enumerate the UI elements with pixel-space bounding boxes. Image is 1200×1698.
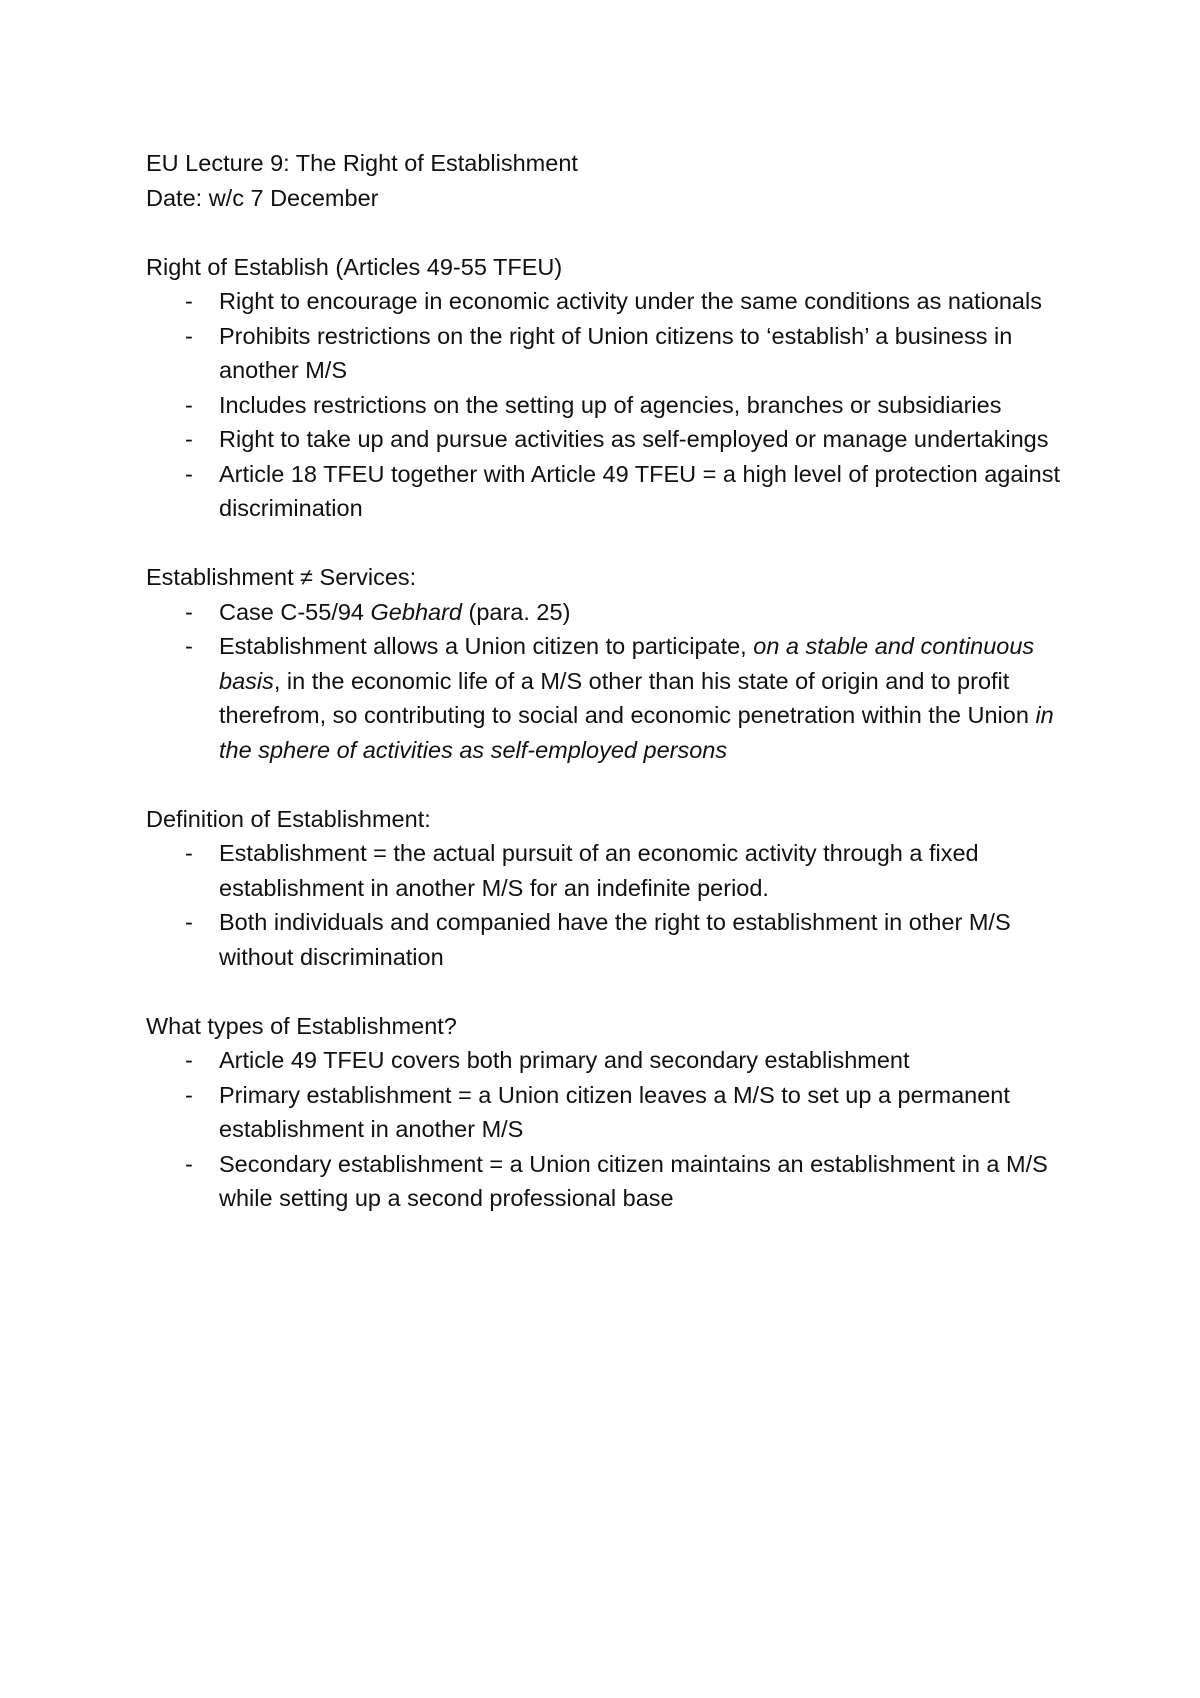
spacer (146, 767, 1081, 802)
list-item-text: Right to take up and pursue activities as self-employed or manage undertakings (219, 426, 1049, 452)
bullet-list-definition (146, 836, 1081, 974)
list-item (146, 422, 1081, 457)
text-segment: , in the economic life of a M/S other than his state of origin and to profit therefrom, so contributing to social and economic penetration within the Union (219, 667, 1036, 728)
bullet-dash: - (185, 1047, 193, 1073)
case-reference: Case C-55/94 (219, 598, 371, 625)
emphasis-segment: in the sphere of activities as self-employed persons (219, 702, 1054, 763)
bullet-dash: - (185, 840, 193, 866)
section-heading-establishment-vs-services: Establishment ≠ Services: (146, 564, 417, 590)
paragraph-reference: (para. 25) (461, 598, 571, 625)
list-item-text: Secondary establishment = a Union citizen maintains an establishment in a M/S while setting up a second professional base (219, 1150, 1048, 1211)
section-heading-right-of-establishment: Right of Establish (Articles 49-55 TFEU) (146, 253, 563, 280)
list-item (146, 595, 1081, 630)
list-item-text: Prohibits restrictions on the right of Union citizens to ‘establish’ a business in another M/S (219, 322, 1013, 383)
list-item-text: Right to encourage in economic activity under the same conditions as nationals (219, 288, 1042, 314)
list-item-text: Primary establishment = a Union citizen leaves a M/S to set up a permanent establishment in another M/S (219, 1081, 1010, 1142)
document-date: Date: w/c 7 December (146, 184, 379, 211)
list-item-text: Article 18 TFEU together with Article 49 TFEU = a high level of protection against discrimination (219, 460, 1060, 521)
list-item (146, 284, 1081, 319)
text-segment: Establishment allows a Union citizen to participate, (219, 633, 754, 659)
spacer (146, 215, 1081, 250)
bullet-dash: - (185, 598, 193, 625)
list-item-text: Establishment = the actual pursuit of an economic activity through a fixed establishment in another M/S for an indefinite period. (219, 840, 979, 901)
section-heading-types: What types of Establishment? (146, 1012, 457, 1039)
list-item (146, 1078, 1081, 1147)
list-item (146, 1147, 1081, 1216)
bullet-dash: - (185, 909, 193, 935)
list-item (146, 388, 1081, 423)
spacer (146, 526, 1081, 561)
list-item-text: Article 49 TFEU covers both primary and secondary establishment (219, 1047, 910, 1073)
list-item-text: Includes restrictions on the setting up of agencies, branches or subsidiaries (219, 391, 1002, 418)
document-title: EU Lecture 9: The Right of Establishment (146, 150, 578, 176)
bullet-dash: - (185, 1081, 193, 1108)
bullet-dash: - (185, 633, 193, 659)
bullet-list-establishment-vs-services (146, 595, 1081, 768)
bullet-dash: - (185, 426, 193, 452)
list-item (146, 836, 1081, 905)
bullet-dash: - (185, 460, 193, 487)
bullet-list-right-of-establishment (146, 284, 1081, 526)
section-heading-definition: Definition of Establishment: (146, 805, 431, 832)
list-item-text (219, 629, 1081, 767)
emphasis-segment: on a stable and continuous basis (219, 633, 1035, 694)
case-name: Gebhard (370, 598, 462, 625)
bullet-list-types (146, 1043, 1081, 1216)
list-item (146, 1043, 1081, 1078)
document-body (146, 146, 1081, 1216)
list-item-text (219, 595, 1081, 630)
list-item-text: Both individuals and companied have the right to establishment in other M/S without discrimination (219, 909, 1011, 970)
spacer (146, 974, 1081, 1009)
list-item (146, 457, 1081, 526)
list-item (146, 319, 1081, 388)
bullet-dash: - (185, 288, 193, 314)
bullet-dash: - (185, 322, 193, 349)
bullet-dash: - (185, 391, 193, 418)
list-item (146, 629, 1081, 767)
bullet-dash: - (185, 1150, 193, 1177)
list-item (146, 905, 1081, 974)
